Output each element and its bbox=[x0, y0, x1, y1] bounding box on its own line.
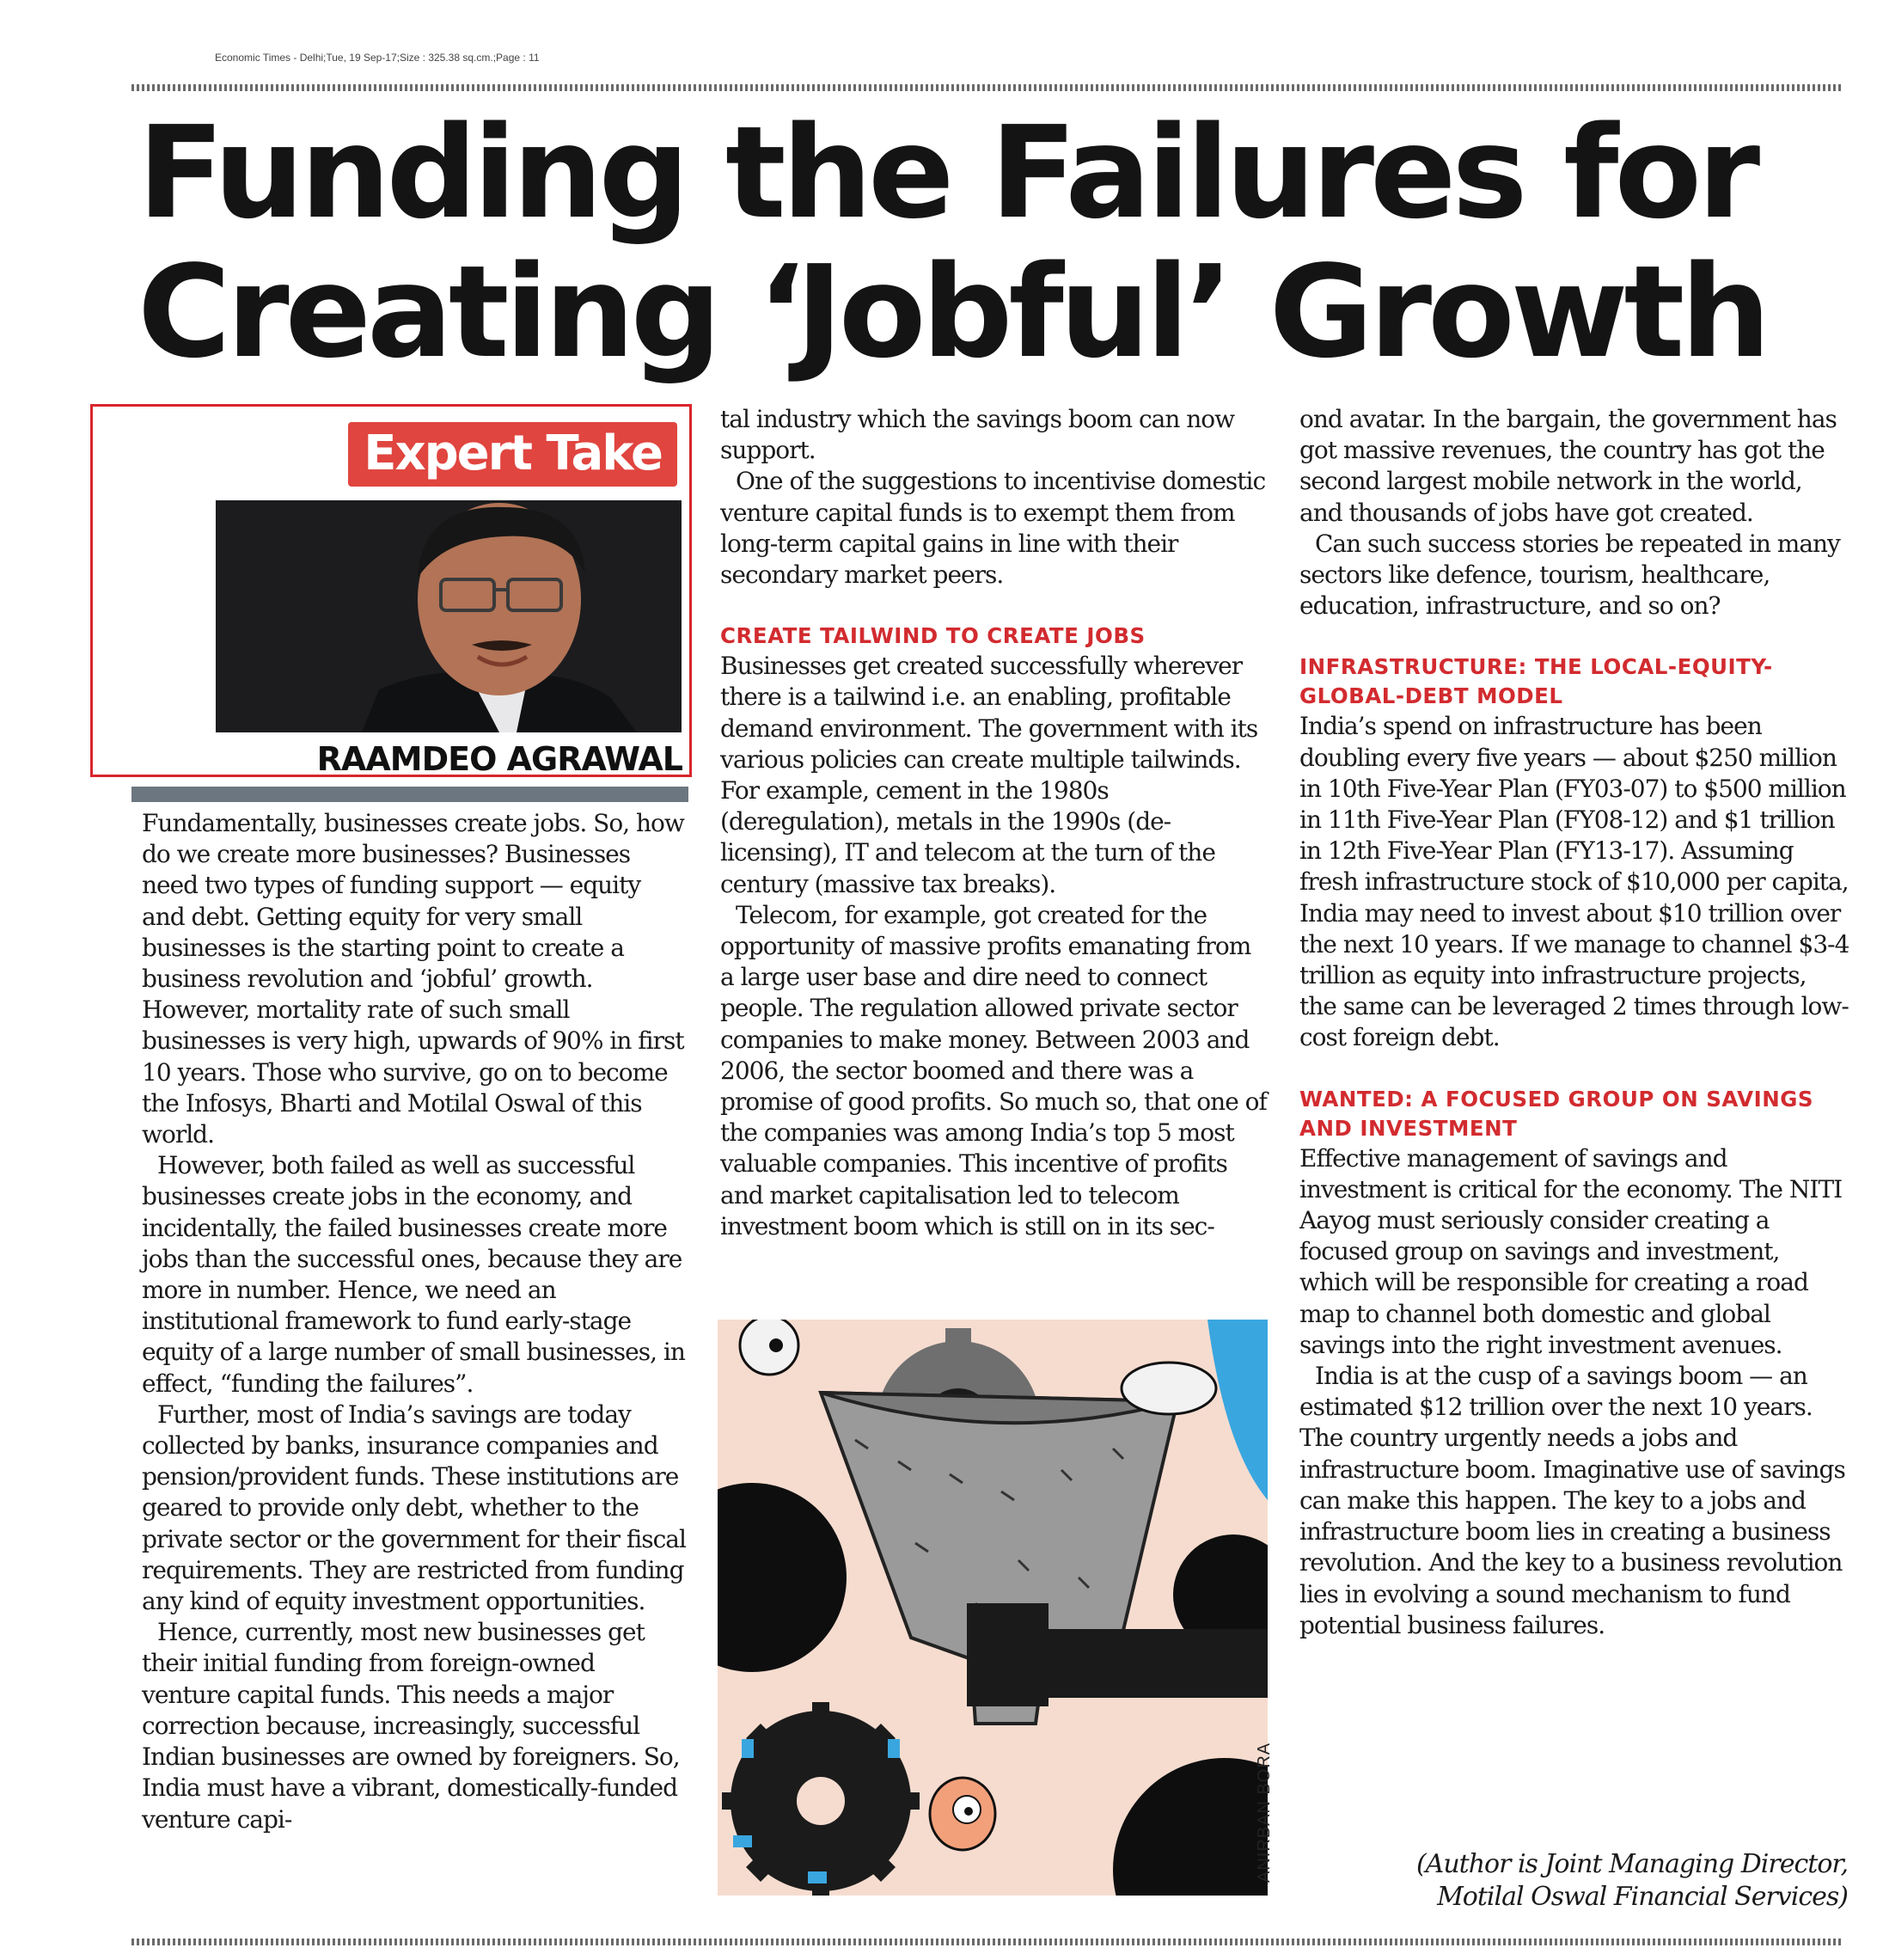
name-underline-bar bbox=[131, 787, 688, 802]
expert-take-box bbox=[90, 404, 692, 777]
author-byline bbox=[1324, 1848, 1848, 1914]
headline-line-2: Creating ‘Jobful’ Growth bbox=[138, 238, 1767, 386]
paragraph: ond avatar. In the bargain, the government has got massive revenues, the country has got the second largest mobile network in the world, and thousands of jobs have got created. bbox=[1299, 405, 1837, 527]
paragraph: Telecom, for example, got created for the opportunity of massive profits emanating from a large user base and dire need to connect people. The regulation allowed private sector companies to make money. Between 2003 and 2006, the sector boomed and there was a promise of good profits. So much so, that one of the companies was among India’s top 5 most valuable companies. This incentive of profits and market capitalisation led to telecom investment boom which is still on in its sec- bbox=[720, 900, 1267, 1240]
paragraph: India’s spend on infrastructure has been doubling every five years — about $250 million in 10th Five-Year Plan (FY03-07) to $500 million in 11th Five-Year Plan (FY08-12) and $1 trillion in 12th Five-Year Plan (FY13-17). Assuming fresh infrastructure stock of $10,000 per capita, India may need to invest about $10 trillion over the next 10 years. If we manage to channel $3-4 trillion as equity into infrastructure projects, the same can be leveraged 2 times through low-cost foreign debt. bbox=[1299, 712, 1849, 1052]
paragraph: tal industry which the savings boom can now support. bbox=[720, 405, 1235, 465]
paragraph: Fundamentally, businesses create jobs. So, how do we create more businesses? Businesses need two types of funding support — equity and debt. Getting equity for very small businesses is the starting point to create a business revolution and ‘jobful’ growth. However, mortality rate of such small businesses is very high, upwards of 90% in first 10 years. Those who survive, go on to become the Infosys, Bharti and Motilal Oswal of this world. bbox=[142, 809, 684, 1149]
article-column-2 bbox=[720, 404, 1270, 1242]
headline-line-1: Funding the Failures for bbox=[138, 99, 1757, 247]
cartoon-illustration bbox=[718, 1320, 1268, 1896]
paragraph: Businesses get created successfully wherever there is a tailwind i.e. an enabling, profitable demand environment. The government with its various policies can create multiple tailwinds. For example, cement in the 1980s (deregulation), metals in the 1990s (de-licensing), IT and telecom at the turn of the century (massive tax breaks). bbox=[720, 652, 1258, 898]
paragraph: Can such success stories be repeated in many sectors like defence, tourism, healthcare, education, infrastructure, and so on? bbox=[1299, 529, 1840, 621]
paragraph: Effective management of savings and investment is critical for the economy. The NITI Aayog must seriously consider creating a focused group on savings and investment, which will be responsible for creating a road map to channel both domestic and global savings into the right investment avenues. bbox=[1299, 1143, 1843, 1359]
author-portrait-image bbox=[216, 500, 682, 732]
top-dotted-rule bbox=[131, 84, 1843, 91]
author-photo bbox=[216, 500, 682, 732]
subheading-savings-group: WANTED: A FOCUSED GROUP ON SAVINGS AND INVESTMENT bbox=[1299, 1086, 1814, 1141]
subheading-infrastructure: INFRASTRUCTURE: THE LOCAL-EQUITY-GLOBAL-DEBT MODEL bbox=[1299, 654, 1773, 709]
byline-line-1: (Author is Joint Managing Director, bbox=[1415, 1849, 1848, 1879]
byline-line-2: Motilal Oswal Financial Services) bbox=[1437, 1882, 1848, 1912]
paragraph: Further, most of India’s savings are today collected by banks, insurance companies and pension/provident funds. These institutions are geared to provide only debt, whether to the private sector or the government for their fiscal requirements. They are restricted from funding any kind of equity investment opportunities. bbox=[142, 1400, 686, 1616]
article-column-1 bbox=[142, 808, 688, 1835]
author-name: RAAMDEO AGRAWAL bbox=[316, 740, 682, 778]
headline bbox=[138, 99, 1856, 386]
paragraph: One of the suggestions to incentivise domestic venture capital funds is to exempt them from long-term capital gains in line with their secondary market peers. bbox=[720, 467, 1266, 590]
bottom-dotted-rule bbox=[131, 1939, 1843, 1945]
paragraph: India is at the cusp of a savings boom — an estimated $12 trillion over the next 10 years. The country urgently needs a jobs and infrastructure boom. Imaginative use of savings can make this happen. The key to a jobs and infrastructure boom lies in creating a business revolution. And the key to a business revolution lies in evolving a sound mechanism to fund potential business failures. bbox=[1299, 1362, 1845, 1639]
article-column-3 bbox=[1299, 404, 1849, 1641]
paragraph: Hence, currently, most new businesses get their initial funding from foreign-owned venture capital funds. This needs a major correction because, increasingly, successful Indian businesses are owned by foreigners. So, India must have a vibrant, domestically-funded venture capi- bbox=[142, 1618, 680, 1834]
subheading-tailwind: CREATE TAILWIND TO CREATE JOBS bbox=[720, 623, 1146, 649]
paragraph: However, both failed as well as successful businesses create jobs in the economy, and incidentally, the failed businesses create more jobs than the successful ones, because they are more in number. Hence, we need an institutional framework to fund early-stage equity of a large number of small businesses, in effect, “funding the failures”. bbox=[142, 1151, 685, 1398]
expert-take-label: Expert Take bbox=[348, 422, 677, 487]
funnel-gears-cartoon bbox=[718, 1320, 1268, 1896]
illustration-credit: ANIRBAN BORA bbox=[1255, 1742, 1274, 1883]
source-line: Economic Times - Delhi;Tue, 19 Sep-17;Size : 325.38 sq.cm.;Page : 11 bbox=[215, 52, 540, 64]
